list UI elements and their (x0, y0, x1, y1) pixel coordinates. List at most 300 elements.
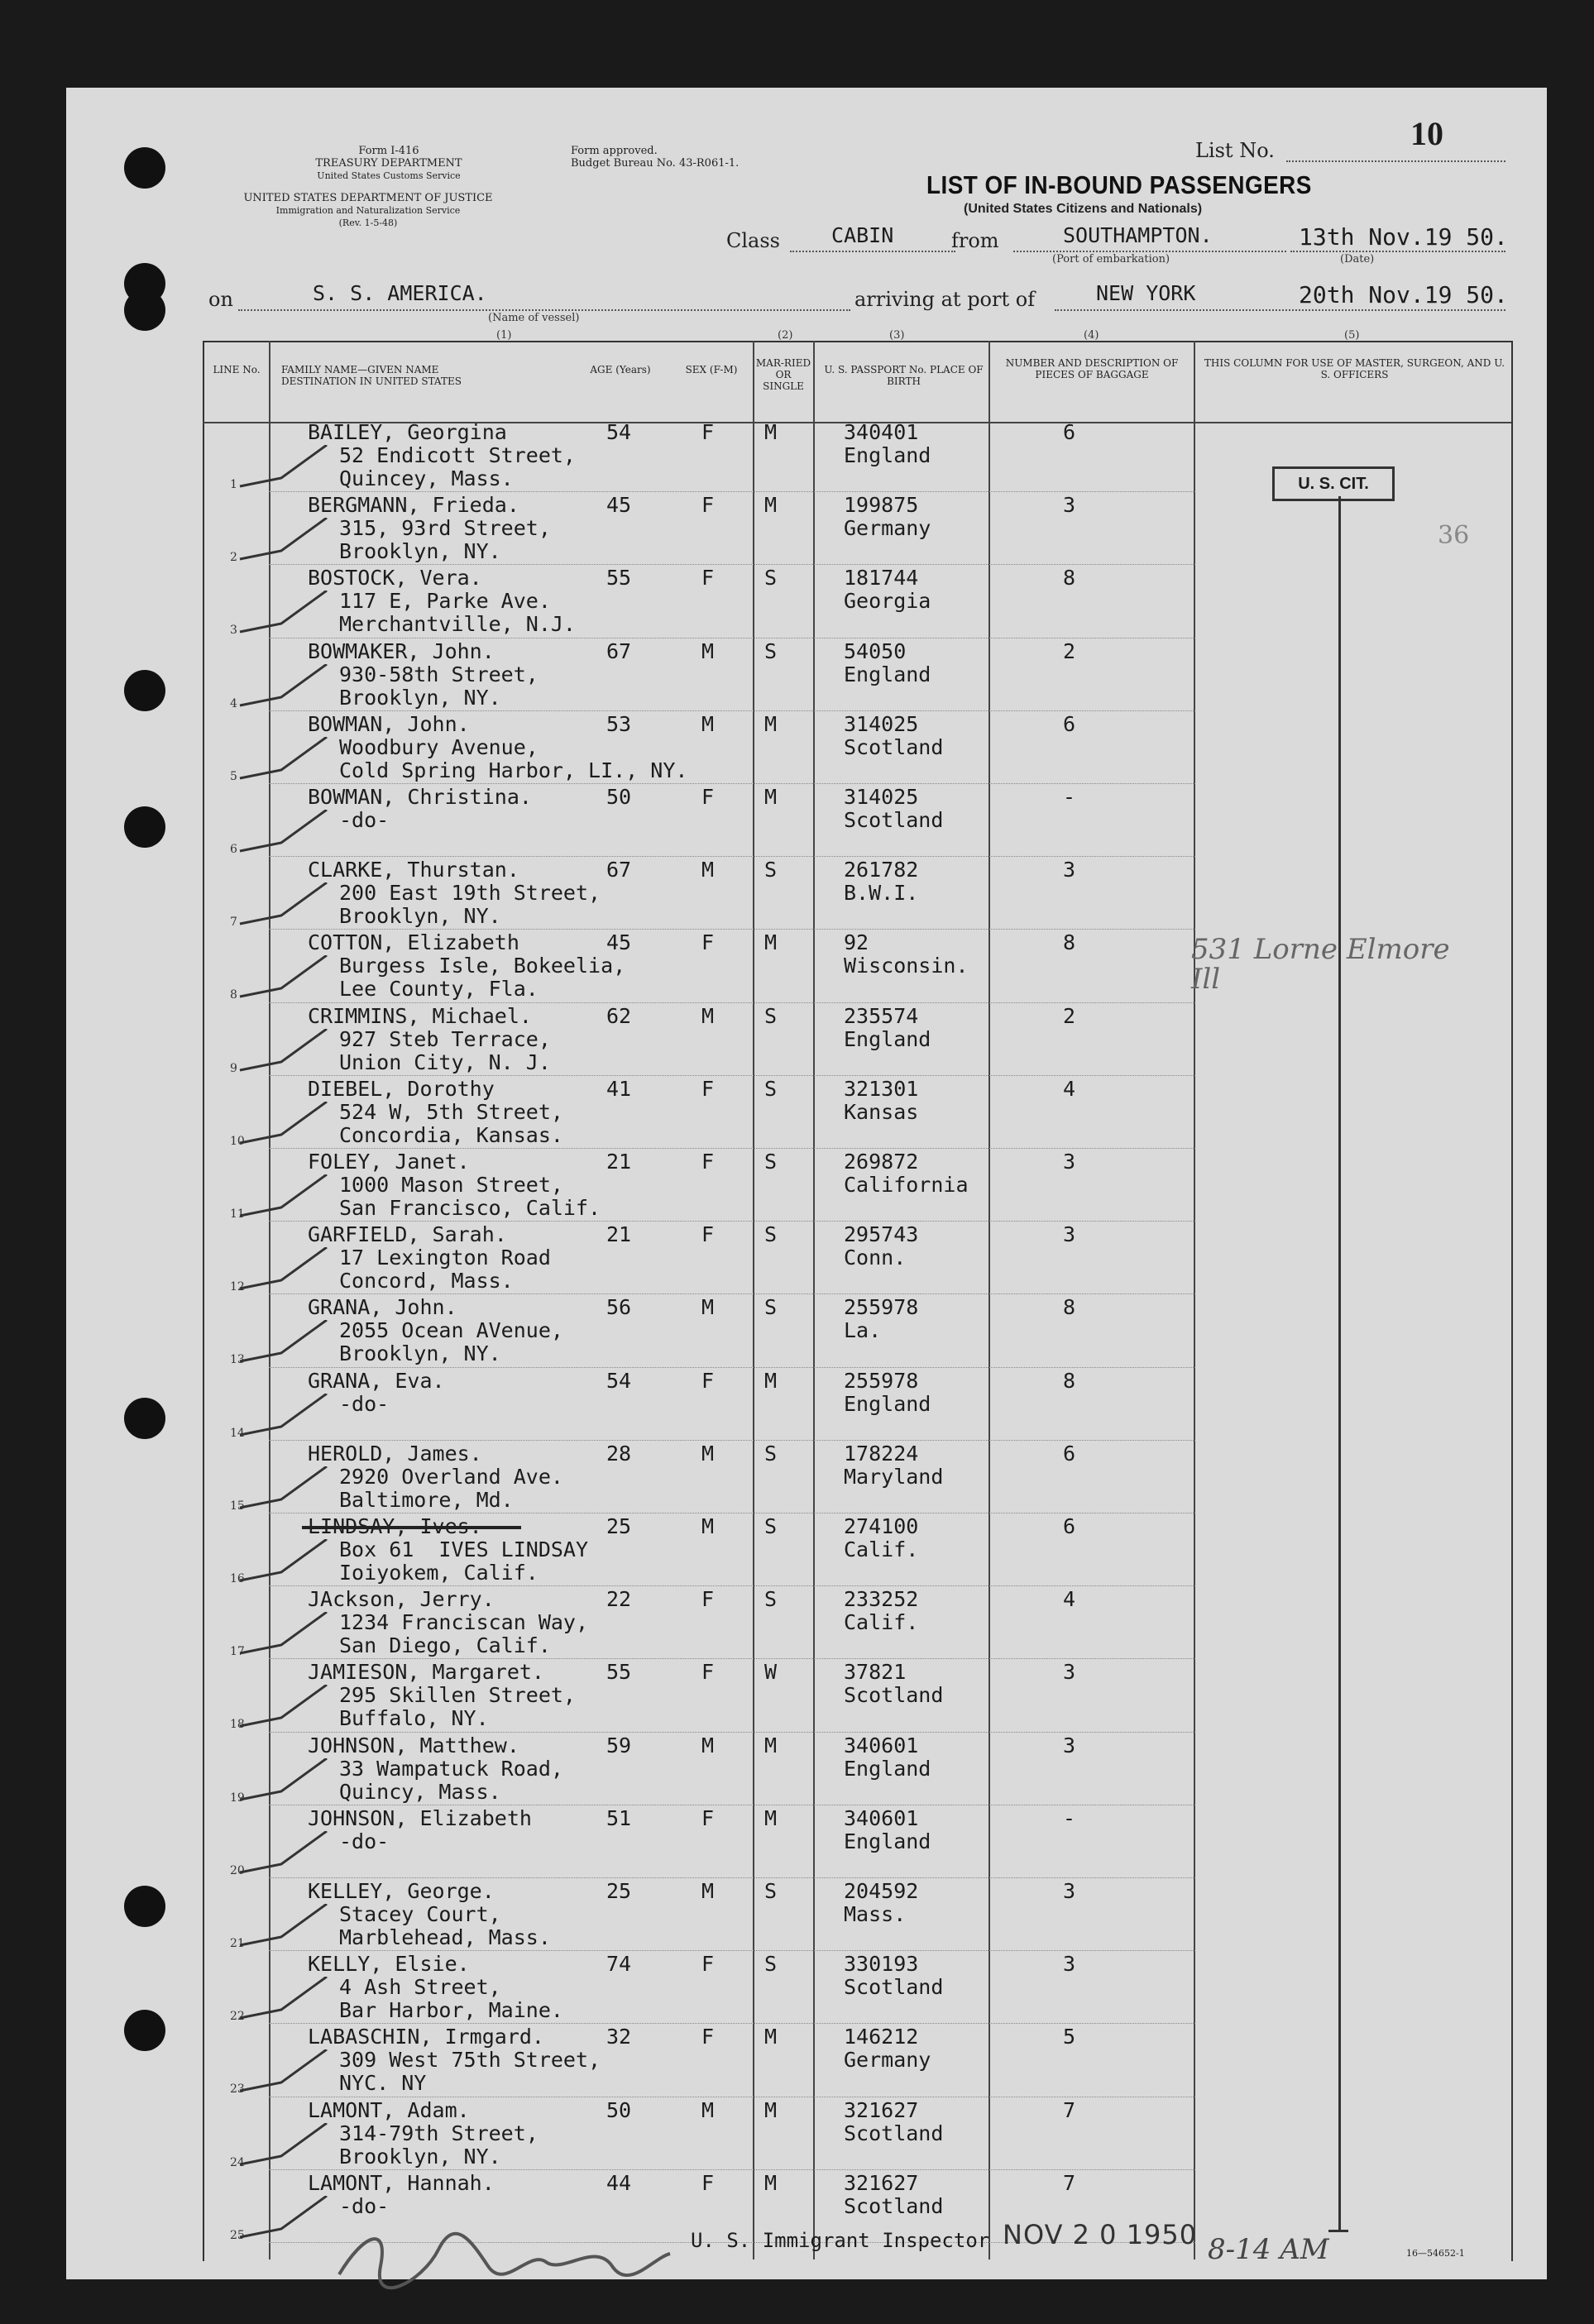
check-mark-icon (232, 2123, 331, 2173)
passenger-address-line2: Quincy, Mass. (339, 1779, 501, 1804)
passport-number: 255978 (844, 1368, 919, 1393)
form-header-justice (199, 192, 538, 229)
passport-number: 330193 (844, 1952, 919, 1977)
passenger-sex: M (701, 1879, 715, 1903)
passenger-address-line2: Brooklyn, NY. (339, 1341, 501, 1366)
passenger-address-line2: Buffalo, NY. (339, 1706, 489, 1731)
baggage-count: 8 (1063, 566, 1076, 591)
passenger-name: JOHNSON, Matthew. (308, 1733, 519, 1757)
punch-hole (124, 1398, 165, 1439)
col-header-sex: SEX (F-M) (685, 364, 738, 375)
row-divider (269, 1732, 1195, 1733)
passenger-address-line2: Quincey, Mass. (339, 466, 514, 490)
passenger-address-line2: Brooklyn, NY. (339, 2144, 501, 2169)
passenger-marital-status: S (764, 1441, 778, 1466)
passenger-address-line1: 930-58th Street, (339, 662, 539, 686)
arrival-date: 20th Nov.19 50. (1299, 281, 1508, 308)
line-number: 18 (230, 1718, 245, 1732)
passenger-marital-status: M (764, 2170, 778, 2195)
passenger-age: 53 (606, 711, 632, 736)
col-divider (813, 341, 815, 2259)
place-of-birth: Germany (844, 516, 931, 541)
place-of-birth: Scotland (844, 808, 944, 832)
place-of-birth: B.W.I. (844, 881, 919, 906)
passport-number: 92 (844, 930, 869, 955)
passenger-address-line2: Lee County, Fla. (339, 977, 539, 1002)
punch-hole (124, 289, 165, 331)
check-mark-icon (232, 518, 331, 567)
vessel-caption: (Name of vessel) (488, 312, 580, 324)
line-number: 14 (230, 1426, 245, 1440)
check-mark-icon (232, 1247, 331, 1297)
passenger-marital-status: S (764, 566, 778, 591)
place-of-birth: Scotland (844, 2121, 944, 2145)
passport-number: 340401 (844, 420, 919, 444)
row-divider (269, 1148, 1195, 1149)
row-divider (269, 1585, 1195, 1586)
passport-number: 235574 (844, 1003, 919, 1028)
row-divider (269, 1658, 1195, 1659)
passenger-age: 50 (606, 2097, 632, 2122)
passenger-marital-status: S (764, 1587, 778, 1612)
passenger-age: 28 (606, 1441, 632, 1466)
from-caption: (Port of embarkation) (1052, 253, 1170, 265)
passenger-marital-status: S (764, 1003, 778, 1028)
passenger-name: CRIMMINS, Michael. (308, 1003, 532, 1028)
inspector-label: U. S. Immigrant Inspector (691, 2229, 990, 2252)
row-divider (269, 1075, 1195, 1076)
passenger-address-line1: -do- (339, 808, 390, 832)
passenger-marital-status: S (764, 1295, 778, 1320)
justice-label: UNITED STATES DEPARTMENT OF JUSTICE (243, 192, 493, 204)
col-header-married: MAR-RIED OR SINGLE (755, 357, 811, 392)
bracket-end (1328, 2230, 1348, 2232)
line-number: 25 (230, 2228, 245, 2242)
place-of-birth: Scotland (844, 1683, 944, 1708)
row-divider (269, 2023, 1195, 2024)
arriving-label: arriving at port of (854, 288, 1036, 311)
passenger-address-line1: 315, 93rd Street, (339, 516, 551, 541)
passenger-name: GRANA, John. (308, 1295, 457, 1320)
baggage-count: 3 (1063, 1879, 1076, 1903)
strike-through (302, 1526, 521, 1529)
passenger-name: LAMONT, Hannah. (308, 2170, 495, 2195)
passport-number: 54050 (844, 638, 907, 663)
passenger-age: 54 (606, 1368, 632, 1393)
col-header-baggage: NUMBER AND DESCRIPTION OF PIECES OF BAGGAGE (1005, 357, 1179, 380)
passenger-address-line2: San Francisco, Calif. (339, 1196, 601, 1220)
passenger-marital-status: S (764, 1076, 778, 1101)
col-header-passport: U. S. PASSPORT No. PLACE OF BIRTH (824, 364, 984, 387)
passenger-name: JAMIESON, Margaret. (308, 1660, 544, 1685)
baggage-count: 3 (1063, 493, 1076, 518)
passenger-age: 59 (606, 1733, 632, 1757)
passenger-marital-status: S (764, 1952, 778, 1977)
baggage-count: 3 (1063, 1222, 1076, 1247)
passenger-address-line1: 524 W, 5th Street, (339, 1099, 563, 1124)
row-divider (269, 1877, 1195, 1878)
passenger-name: BOWMAN, Christina. (308, 785, 532, 809)
passenger-age: 44 (606, 2170, 632, 2195)
row-divider (269, 1221, 1195, 1222)
check-mark-icon (232, 1977, 331, 2026)
line-number: 22 (230, 2010, 245, 2024)
passport-number: 314025 (844, 785, 919, 809)
col-number-3: (3) (889, 329, 905, 342)
col-header-name (281, 364, 521, 387)
line-number: 24 (230, 2155, 245, 2169)
col-divider (1194, 341, 1195, 2259)
margin-number: 36 (1438, 521, 1470, 550)
passenger-address-line1: Burgess Isle, Bokeelia, (339, 954, 626, 978)
passenger-address-line2: San Diego, Calif. (339, 1633, 551, 1658)
passenger-name: BOSTOCK, Vera. (308, 566, 482, 591)
place-of-birth: Wisconsin. (844, 954, 969, 978)
passenger-name: JAckson, Jerry. (308, 1587, 495, 1612)
passenger-age: 55 (606, 1660, 632, 1685)
col-number-2: (2) (778, 329, 793, 342)
col-divider (988, 341, 990, 2259)
passport-number: 204592 (844, 1879, 919, 1903)
passenger-sex: F (701, 1587, 715, 1612)
row-divider (269, 710, 1195, 711)
check-mark-icon (232, 1539, 331, 1589)
passenger-marital-status: M (764, 785, 778, 809)
vessel-name: S. S. AMERICA. (313, 281, 487, 305)
row-divider (269, 783, 1195, 784)
line-number: 6 (230, 843, 237, 856)
passenger-age: 51 (606, 1805, 632, 1830)
line-number: 11 (230, 1207, 245, 1221)
class-value: CABIN (831, 223, 894, 247)
punch-hole (124, 1886, 165, 1927)
baggage-count: 6 (1063, 711, 1076, 736)
passenger-age: 74 (606, 1952, 632, 1977)
baggage-count: 8 (1063, 930, 1076, 955)
form-approval (571, 145, 786, 170)
check-mark-icon (232, 1612, 331, 1662)
baggage-count: - (1063, 785, 1076, 809)
row-divider (269, 2169, 1195, 2170)
passenger-marital-status: M (764, 1368, 778, 1393)
passport-number: 37821 (844, 1660, 907, 1685)
passenger-address-line1: Stacey Court, (339, 1902, 501, 1926)
passenger-name: BOWMAKER, John. (308, 638, 495, 663)
line-number: 16 (230, 1572, 245, 1585)
passport-number: 181744 (844, 566, 919, 591)
passenger-marital-status: M (764, 420, 778, 444)
check-mark-icon (232, 445, 331, 495)
passenger-address-line2: Marblehead, Mass. (339, 1925, 551, 1949)
passenger-sex: F (701, 1150, 715, 1174)
passenger-sex: F (701, 785, 715, 809)
passenger-address-line1: 2055 Ocean AVenue, (339, 1318, 563, 1343)
from-value: SOUTHAMPTON. (1063, 223, 1213, 247)
col-header-family: FAMILY NAME—GIVEN NAME (281, 364, 439, 375)
passport-number: 321627 (844, 2170, 919, 2195)
passenger-name: DIEBEL, Dorothy (308, 1076, 495, 1101)
passport-number: 274100 (844, 1514, 919, 1538)
class-label: Class (726, 229, 780, 252)
passenger-address-line1: -do- (339, 1391, 390, 1416)
passenger-sex: F (701, 493, 715, 518)
line-number: 12 (230, 1280, 245, 1294)
place-of-birth: England (844, 1026, 931, 1051)
baggage-count: 5 (1063, 2025, 1076, 2049)
vessel-underline (238, 309, 850, 311)
check-mark-icon (232, 1320, 331, 1370)
rev-label: (Rev. 1-5-48) (338, 218, 398, 228)
date-underline (1290, 251, 1505, 252)
line-number: 19 (230, 1791, 245, 1805)
line-number: 23 (230, 2083, 245, 2097)
baggage-count: 2 (1063, 1003, 1076, 1028)
check-mark-icon (232, 1831, 331, 1881)
arrival-port: NEW YORK (1096, 281, 1196, 305)
passport-number: 321627 (844, 2097, 919, 2122)
budget-label: Budget Bureau No. 43-R061-1. (571, 157, 740, 170)
line-number: 1 (230, 478, 237, 491)
passenger-age: 41 (606, 1076, 632, 1101)
row-divider (269, 1367, 1195, 1368)
passenger-name: BAILEY, Georgina (308, 420, 507, 444)
passenger-name: GARFIELD, Sarah. (308, 1222, 507, 1247)
passport-number: 295743 (844, 1222, 919, 1247)
passenger-sex: M (701, 638, 715, 663)
place-of-birth: England (844, 1829, 931, 1853)
passenger-sex: M (701, 1441, 715, 1466)
passenger-name: LAMONT, Adam. (308, 2097, 470, 2122)
check-mark-icon (232, 1685, 331, 1734)
baggage-count: 3 (1063, 1150, 1076, 1174)
baggage-count: 2 (1063, 638, 1076, 663)
passenger-age: 62 (606, 1003, 632, 1028)
passenger-name: BOWMAN, John. (308, 711, 470, 736)
punch-hole (124, 147, 165, 189)
passenger-address-line1: 200 East 19th Street, (339, 881, 601, 906)
from-label: from (951, 229, 999, 252)
place-of-birth: England (844, 1391, 931, 1416)
passenger-sex: M (701, 1003, 715, 1028)
page-title: LIST OF IN-BOUND PASSENGERS (926, 170, 1312, 199)
passenger-age: 32 (606, 2025, 632, 2049)
place-of-birth: California (844, 1173, 969, 1197)
passenger-sex: F (701, 1368, 715, 1393)
passenger-address-line2: Cold Spring Harbor, LI., NY. (339, 758, 688, 782)
check-mark-icon (232, 737, 331, 787)
passenger-age: 25 (606, 1514, 632, 1538)
passenger-sex: F (701, 566, 715, 591)
col-number-4: (4) (1084, 329, 1099, 342)
line-number: 20 (230, 1863, 245, 1877)
row-divider (269, 1440, 1195, 1441)
check-mark-icon (232, 1174, 331, 1224)
list-no-underline (1286, 160, 1505, 162)
passenger-name: FOLEY, Janet. (308, 1150, 470, 1174)
passenger-age: 25 (606, 1879, 632, 1903)
passenger-marital-status: M (764, 711, 778, 736)
place-of-birth: La. (844, 1318, 882, 1343)
line-number: 4 (230, 696, 237, 710)
passenger-marital-status: M (764, 2025, 778, 2049)
line-number: 21 (230, 1937, 245, 1950)
place-of-birth: Kansas (844, 1099, 919, 1124)
line-number: 9 (230, 1061, 237, 1075)
punch-hole (124, 806, 165, 848)
passenger-sex: F (701, 1805, 715, 1830)
baggage-count: 7 (1063, 2170, 1076, 2195)
passenger-address-line1: 314-79th Street, (339, 2121, 539, 2145)
baggage-count: 6 (1063, 420, 1076, 444)
baggage-count: 3 (1063, 1952, 1076, 1977)
passport-number: 261782 (844, 858, 919, 882)
line-number: 2 (230, 551, 237, 565)
place-of-birth: Maryland (844, 1464, 944, 1489)
passenger-sex: M (701, 1295, 715, 1320)
place-of-birth: England (844, 1756, 931, 1781)
embark-date: 13th Nov.19 50. (1299, 223, 1508, 251)
passenger-name: CLARKE, Thurstan. (308, 858, 519, 882)
check-mark-icon (232, 2196, 331, 2245)
check-mark-icon (232, 1102, 331, 1151)
passenger-address-line2: Baltimore, Md. (339, 1487, 514, 1512)
passenger-address-line1: 17 Lexington Road (339, 1246, 551, 1270)
row-divider (269, 1002, 1195, 1003)
passenger-sex: F (701, 420, 715, 444)
passenger-age: 67 (606, 638, 632, 663)
passenger-address-line1: 1234 Franciscan Way, (339, 1610, 589, 1635)
passenger-marital-status: M (764, 1805, 778, 1830)
form-code: 16—54652-1 (1406, 2248, 1465, 2259)
passenger-age: 50 (606, 785, 632, 809)
passenger-sex: M (701, 711, 715, 736)
passenger-marital-status: S (764, 1222, 778, 1247)
place-of-birth: Germany (844, 2048, 931, 2073)
passenger-name: COTTON, Elizabeth (308, 930, 519, 955)
row-divider (269, 491, 1195, 492)
passenger-marital-status: S (764, 1514, 778, 1538)
col-number-5: (5) (1344, 329, 1360, 342)
passport-number: 340601 (844, 1805, 919, 1830)
passenger-address-line2: Concord, Mass. (339, 1269, 514, 1294)
passenger-marital-status: S (764, 858, 778, 882)
passenger-address-line1: 2920 Overland Ave. (339, 1464, 563, 1489)
passenger-sex: F (701, 1076, 715, 1101)
passenger-name: GRANA, Eva. (308, 1368, 445, 1393)
passenger-address-line2: Merchantville, N.J. (339, 612, 576, 637)
place-of-birth: England (844, 443, 931, 467)
customs-label: United States Customs Service (317, 170, 461, 181)
passenger-marital-status: M (764, 1733, 778, 1757)
passenger-sex: M (701, 858, 715, 882)
line-number: 17 (230, 1645, 245, 1659)
passenger-address-line1: 1000 Mason Street, (339, 1173, 563, 1197)
ins-label: Immigration and Naturalization Service (275, 205, 461, 216)
passenger-sex: F (701, 1660, 715, 1685)
punch-hole (124, 670, 165, 711)
passenger-address-line2: NYC. NY (339, 2071, 427, 2096)
baggage-count: 8 (1063, 1295, 1076, 1320)
passenger-name: JOHNSON, Elizabeth (308, 1805, 532, 1830)
us-citizen-stamp: U. S. CIT. (1272, 466, 1395, 501)
passenger-address-line2: Brooklyn, NY. (339, 904, 501, 929)
baggage-count: 4 (1063, 1587, 1076, 1612)
passenger-address-line1: Box 61 IVES LINDSAY (339, 1537, 589, 1561)
passenger-marital-status: S (764, 638, 778, 663)
passenger-sex: F (701, 930, 715, 955)
line-number: 7 (230, 916, 237, 930)
passenger-address-line1: 4 Ash Street, (339, 1975, 501, 2000)
passenger-sex: M (701, 1733, 715, 1757)
baggage-count: 4 (1063, 1076, 1076, 1101)
place-of-birth: Conn. (844, 1246, 907, 1270)
col-header-officers: THIS COLUMN FOR USE OF MASTER, SURGEON, AND U. S. OFFICERS (1204, 357, 1505, 380)
passenger-age: 22 (606, 1587, 632, 1612)
inspection-time: 8-14 AM (1208, 2233, 1329, 2266)
check-mark-icon (232, 591, 331, 640)
check-mark-icon (232, 810, 331, 859)
passenger-sex: F (701, 2170, 715, 2195)
passenger-age: 67 (606, 858, 632, 882)
passenger-address-line1: 927 Steb Terrace, (339, 1026, 551, 1051)
passenger-name: HEROLD, James. (308, 1441, 482, 1466)
port-underline (1055, 309, 1505, 311)
inspector-signature (331, 2216, 678, 2291)
col-header-destination: DESTINATION IN UNITED STATES (281, 375, 462, 387)
row-divider (269, 564, 1195, 565)
place-of-birth: Scotland (844, 734, 944, 759)
passenger-address-line2: Concordia, Kansas. (339, 1122, 563, 1147)
check-mark-icon (232, 1904, 331, 1953)
passport-number: 321301 (844, 1076, 919, 1101)
place-of-birth: Scotland (844, 2193, 944, 2218)
row-divider (269, 929, 1195, 930)
passenger-name: LINDSAY, Ives. (308, 1514, 482, 1538)
passport-number: 178224 (844, 1441, 919, 1466)
passenger-age: 55 (606, 566, 632, 591)
place-of-birth: Scotland (844, 1975, 944, 2000)
list-no-label: List No. (1195, 139, 1275, 162)
passport-number: 340601 (844, 1733, 919, 1757)
check-mark-icon (232, 1758, 331, 1808)
bracket-line (1338, 496, 1341, 2231)
col-divider (753, 341, 754, 2259)
passenger-sex: M (701, 2097, 715, 2122)
passenger-marital-status: S (764, 1879, 778, 1903)
passenger-age: 56 (606, 1295, 632, 1320)
class-underline (790, 251, 955, 252)
from-underline (1013, 251, 1286, 252)
baggage-count: 7 (1063, 2097, 1076, 2122)
passenger-name: BERGMANN, Frieda. (308, 493, 519, 518)
inspection-date-stamp: NOV 2 0 1950 (1003, 2219, 1198, 2250)
on-label: on (208, 288, 233, 311)
passport-number: 255978 (844, 1295, 919, 1320)
punch-hole (124, 2010, 165, 2051)
passenger-address-line1: 309 West 75th Street, (339, 2048, 601, 2073)
line-number: 3 (230, 624, 237, 638)
passenger-marital-status: M (764, 930, 778, 955)
baggage-count: 3 (1063, 858, 1076, 882)
passenger-age: 21 (606, 1150, 632, 1174)
place-of-birth: Mass. (844, 1902, 907, 1926)
place-of-birth: Calif. (844, 1537, 919, 1561)
check-mark-icon (232, 955, 331, 1005)
col-number-1: (1) (496, 329, 512, 342)
check-mark-icon (232, 1466, 331, 1516)
row-divider (269, 856, 1195, 857)
passport-number: 199875 (844, 493, 919, 518)
